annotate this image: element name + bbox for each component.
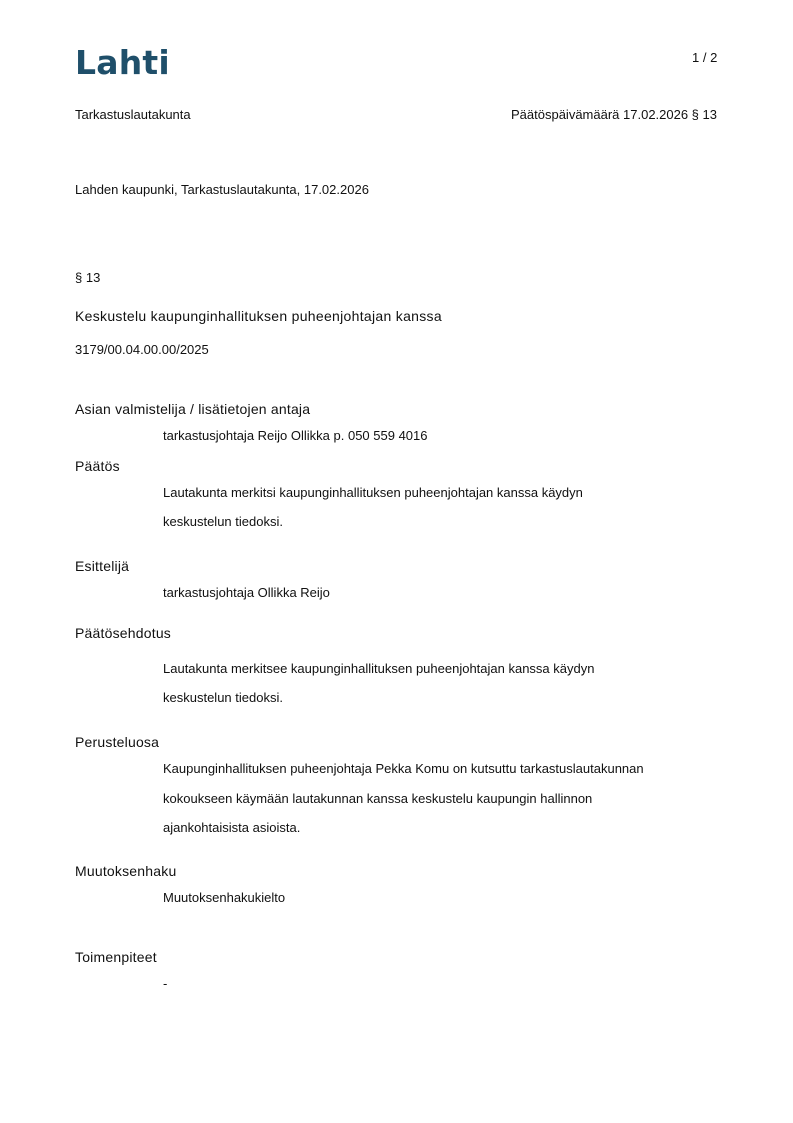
actions-heading: Toimenpiteet xyxy=(75,949,157,965)
decision-date: Päätöspäivämäärä 17.02.2026 § 13 xyxy=(511,107,717,122)
decision-heading: Päätös xyxy=(75,458,120,474)
meeting-line: Lahden kaupunki, Tarkastuslautakunta, 17.02.2026 xyxy=(75,182,369,197)
rationale-line-2: kokoukseen käymään lautakunnan kanssa keskustelu kaupungin hallinnon xyxy=(163,791,593,806)
decision-line-1: Lautakunta merkitsi kaupunginhallituksen puheenjohtajan kanssa käydyn xyxy=(163,485,583,500)
preparer-text: tarkastusjohtaja Reijo Ollikka p. 050 559 4016 xyxy=(163,428,428,443)
decision-line-2: keskustelun tiedoksi. xyxy=(163,514,283,529)
page-title: Keskustelu kaupunginhallituksen puheenjohtajan kanssa xyxy=(75,308,442,324)
proposal-line-2: keskustelun tiedoksi. xyxy=(163,690,283,705)
presenter-text: tarkastusjohtaja Ollikka Reijo xyxy=(163,585,330,600)
lahti-logo: Lahti xyxy=(75,43,170,82)
actions-text: - xyxy=(163,976,168,991)
proposal-heading: Päätösehdotus xyxy=(75,625,172,641)
rationale-line-1: Kaupunginhallituksen puheenjohtaja Pekka Komu on kutsuttu tarkastuslautakunnan xyxy=(163,761,644,776)
section-number: § 13 xyxy=(75,270,101,285)
rationale-heading: Perusteluosa xyxy=(75,734,160,750)
page-number: 1 / 2 xyxy=(692,50,718,65)
presenter-heading: Esittelijä xyxy=(75,558,130,574)
committee-name: Tarkastuslautakunta xyxy=(75,107,191,122)
appeal-heading: Muutoksenhaku xyxy=(75,863,177,879)
rationale-line-3: ajankohtaisista asioista. xyxy=(163,820,301,835)
appeal-text: Muutoksenhakukielto xyxy=(163,890,286,905)
preparer-heading: Asian valmistelija / lisätietojen antaja xyxy=(75,401,311,417)
diary-number: 3179/00.04.00.00/2025 xyxy=(75,342,209,357)
proposal-line-1: Lautakunta merkitsee kaupunginhallituksen puheenjohtajan kanssa käydyn xyxy=(163,661,595,676)
